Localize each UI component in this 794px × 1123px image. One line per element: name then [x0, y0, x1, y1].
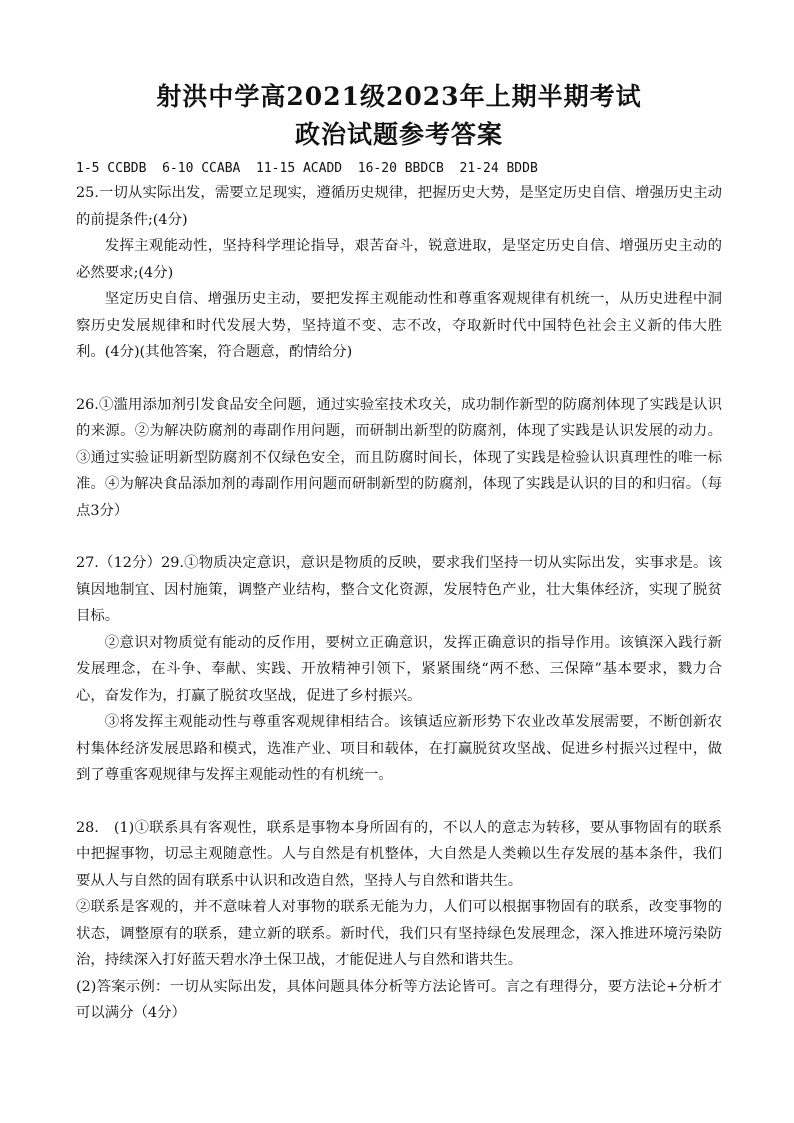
q25-paragraph-2: 发挥主观能动性，坚持科学理论指导，艰苦奋斗，锐意进取，是坚定历史自信、增强历史主动的必然要求;(4分)	[76, 238, 722, 281]
document-subtitle: 政治试题参考答案	[294, 120, 503, 149]
q27-paragraph-3: ③将发挥主观能动性与尊重客观规律相结合。该镇适应新形势下农业改革发展需要，不断创新农村集体经济发展思路和模式，选准产业、项目和载体，在打赢脱贫攻坚战、促进乡村振兴过程中，做到了尊重客观规律与发挥主观能动性的有机统一。	[76, 714, 722, 783]
q27-paragraph-1: 27.（12分）29.①物质决定意识，意识是物质的反映，要求我们坚持一切从实际出发，实事求是。该镇因地制宜、因村施策，调整产业结构，整合文化资源，发展特色产业，壮大集体经济，实现了脱贫目标。	[76, 555, 722, 624]
q25-paragraph-3: 坚定历史自信、增强历史主动，要把发挥主观能动性和尊重客观规律有机统一，从历史进程中洞察历史发展规律和时代发展大势，坚持道不变、志不改，夺取新时代中国特色社会主义新的伟大胜利。(4分)(其他答案，符合题意，酌情给分)	[76, 291, 722, 360]
multiple-choice-answers: 1-5 CCBDB 6-10 CCABA 11-15 ACADD 16-20 BBDCB 21-24 BDDB	[76, 161, 538, 176]
section-gap	[76, 789, 722, 815]
q26-paragraph: 26.①滥用添加剂引发食品安全问题，通过实验室技术攻关，成功制作新型的防腐剂体现了实践是认识的来源。②为解决防腐剂的毒副作用问题，而研制出新型的防腐剂，体现了实践是认识发展的动力。③通过实验证明新型防腐剂不仅绿色安全，而且防腐时间长，体现了实践是检验认识真理性的唯一标准。④为解决食品添加剂的毒副作用问题而研制新型的防腐剂，体现了实践是认识的目的和归宿。（每点3分）	[76, 396, 722, 519]
section-gap	[76, 524, 722, 550]
q28-paragraph-1: 28. (1)①联系具有客观性，联系是事物本身所固有的，不以人的意志为转移，要从事物固有的联系中把握事物，切忌主观随意性。人与自然是有机整体，大自然是人类赖以生存发展的基本条件，我们要从人与自然的固有联系中认识和改造自然，坚持人与自然和谐共生。	[76, 819, 722, 889]
document-title: 射洪中学高2021级2023年上期半期考试	[156, 82, 642, 111]
q27-paragraph-2: ②意识对物质觉有能动的反作用，要树立正确意识，发挥正确意识的指导作用。该镇深入践行新发展理念，在斗争、奉献、实践、开放精神引领下，紧紧围绕“两不愁、三保障”基本要求，戮力合心，奋发作为，打赢了脱贫攻坚战，促进了乡村振兴。	[76, 634, 722, 704]
q25-paragraph-1: 25.一切从实际出发，需要立足现实，遵循历史规律，把握历史大势，是坚定历史自信、增强历史主动的前提条件;(4分)	[76, 185, 722, 228]
q28-paragraph-2: ②联系是客观的，并不意味着人对事物的联系无能为力，人们可以根据事物固有的联系，改变事物的状态，调整原有的联系，建立新的联系。新时代，我们只有坚持绿色发展理念，深入推进环境污染防治，持续深入打好蓝天碧水净土保卫战，才能促进人与自然和谐共生。	[76, 899, 722, 968]
q28-paragraph-3: (2)答案示例：一切从实际出发，具体问题具体分析等方法论皆可。言之有理得分，要方法论+分析才可以满分（4分）	[76, 978, 722, 1021]
section-gap	[76, 366, 722, 392]
